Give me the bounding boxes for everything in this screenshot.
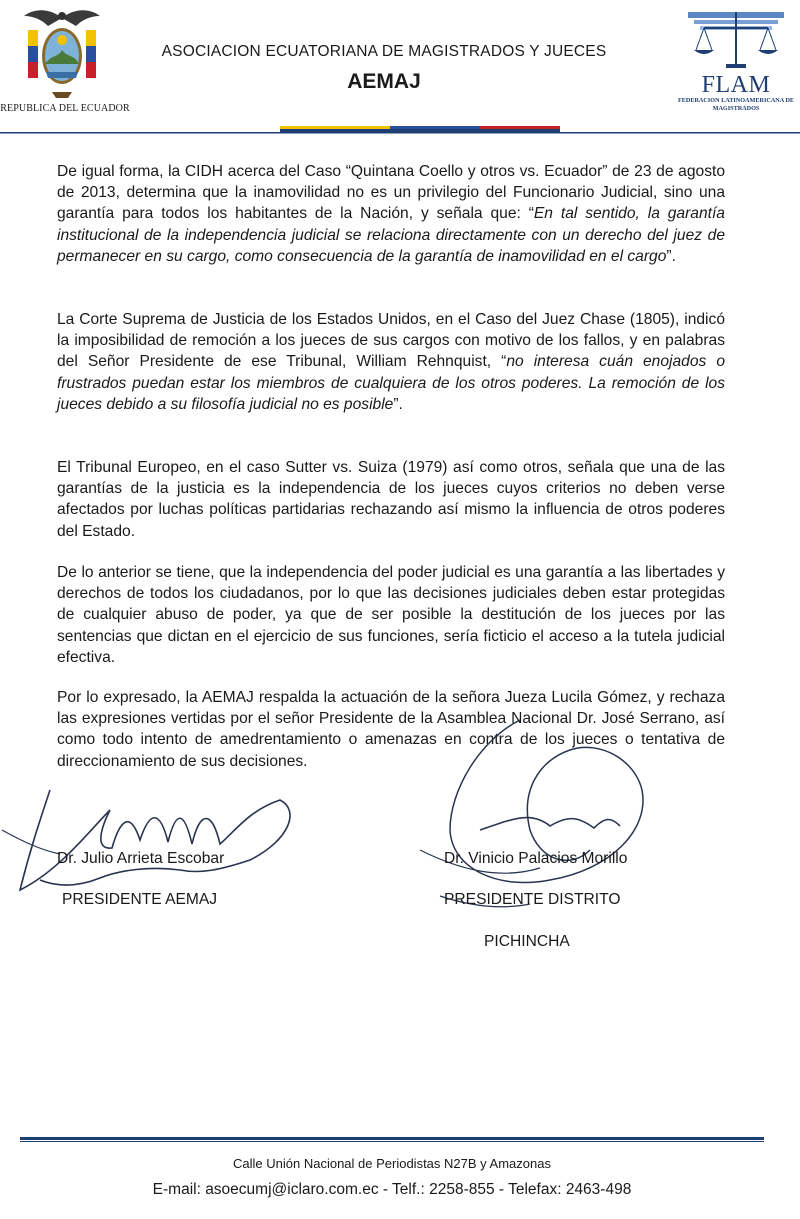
signatory-right-title: PRESIDENTE DISTRITO xyxy=(444,891,621,908)
flam-scales-logo-icon xyxy=(680,6,792,78)
paragraph-conclusion: Por lo expresado, la AEMAJ respalda la actuación de la señora Jueza Lucila Gómez, y rechaza las expresiones vertidas por el señor Presidente de la Asamblea Nacional Dr. José Serrano, así como todo intento de amedrentamiento o amenazas en contra de los jueces o tentativa de direccionamiento de sus decisiones. xyxy=(57,689,725,770)
paragraph-european-tribunal: El Tribunal Europeo, en el caso Sutter vs. Suiza (1979) así como otros, señala que una de las garantías de la justicia es la independencia de los jueces cuyos criterios no deben verse afectados por luchas políticas partidarias rechazando así mismo la influencia de otros poderes del Estado. xyxy=(57,459,725,540)
flam-logo-text: FLAM xyxy=(701,72,771,98)
header-divider xyxy=(0,126,800,140)
footer-contact: E-mail: asoecumj@iclaro.com.ec - Telf.: 2258-855 - Telefax: 2463-498 xyxy=(152,1181,632,1198)
signatory-left-title: PRESIDENTE AEMAJ xyxy=(62,891,218,908)
flam-logo-subtitle: FEDERACION LATINOAMERICANA DE MAGISTRADOS xyxy=(677,97,795,112)
organization-name: ASOCIACION ECUATORIANA DE MAGISTRADOS Y JUECES xyxy=(161,43,607,60)
organization-acronym: AEMAJ xyxy=(347,70,421,93)
ecuador-coat-of-arms-icon xyxy=(22,6,102,102)
footer-address: Calle Unión Nacional de Periodistas N27B y Amazonas xyxy=(233,1156,551,1171)
footer-divider xyxy=(20,1137,764,1143)
quote-rehnquist: no interesa cuán enojados o frustrados puedan estar los miembros de cualquiera de los otros poderes. La remoción de los jueces debido a su filosofía judicial no es posible xyxy=(57,353,725,413)
signatory-right-name: Dr. Vinicio Palacios Morillo xyxy=(444,850,628,867)
paragraph-us-supreme-court: La Corte Suprema de Justicia de los Estados Unidos, en el Caso del Juez Chase (1805), indicó la imposibilidad de remoción a los jueces de sus cargos con motivo de los fallos, y en palabras del Señor Presidente de ese Tribunal, William Rehnquist, “no interesa cuán enojados o frustrados puedan estar los miembros de cualquiera de los otros poderes. La remoción de los jueces debido a su filosofía judicial no es posible”. xyxy=(57,311,725,413)
republica-caption: REPUBLICA DEL ECUADOR xyxy=(0,103,130,114)
paragraph-judicial-independence: De lo anterior se tiene, que la independencia del poder judicial es una garantía a las libertades y derechos de todos los ciudadanos, por lo que las decisiones judiciales deben estar protegidas de cualquier abuso de poder, ya que de ser posible la destitución de los jueces por las sentencias que dictan en el ejercicio de sus funciones, sería ficticio el acceso a la tutela judicial efectiva. xyxy=(57,564,725,666)
signatory-right-title-line2: PICHINCHA xyxy=(484,933,570,950)
signatory-left-name: Dr. Julio Arrieta Escobar xyxy=(57,850,225,867)
paragraph-cidh-case: De igual forma, la CIDH acerca del Caso “Quintana Coello y otros vs. Ecuador” de 23 de agosto de 2013, determina que la inamovilidad no es un privilegio del Funcionario Judicial, sino una garantía para todos los habitantes de la Nación, y señala que: “En tal sentido, la garantía institucional de la independencia judicial se relaciona directamente con un derecho del juez de permanecer en su cargo, como consecuencia de la garantía de inamovilidad en el cargo”. xyxy=(57,163,725,265)
quote-cidh: En tal sentido, la garantía institucional de la independencia judicial se relaciona directamente con un derecho del juez de permanecer en su cargo, como consecuencia de la garantía de inamovilidad en el cargo xyxy=(57,205,725,265)
